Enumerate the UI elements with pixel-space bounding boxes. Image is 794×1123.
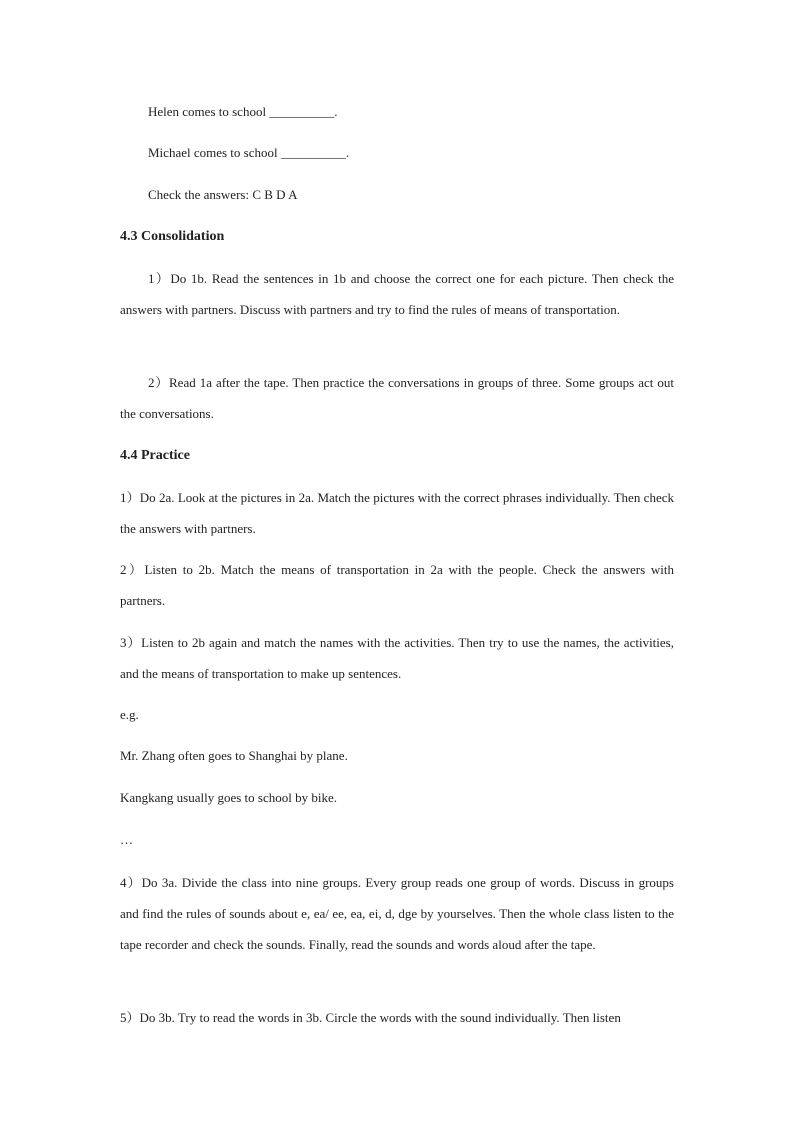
michael-line: Michael comes to school __________.	[148, 145, 350, 160]
practice-heading: 4.4 Practice	[120, 448, 190, 463]
check-answers-line: Check the answers: C B D A	[148, 187, 298, 202]
consolidation-paragraph-2: 2）Read 1a after the tape. Then practice the conversations in groups of three. Some groups act out the conversations.	[120, 375, 674, 421]
practice-paragraph-5: 5）Do 3b. Try to read the words in 3b. Circle the words with the sound individually. Then listen	[120, 1010, 621, 1025]
consolidation-heading: 4.3 Consolidation	[120, 229, 225, 244]
practice-paragraph-3: 3）Listen to 2b again and match the names with the activities. Then try to use the names, the activities, and the means of transportation to make up sentences.	[120, 635, 674, 681]
consolidation-paragraph-1: 1）Do 1b. Read the sentences in 1b and choose the correct one for each picture. Then check the answers with partners. Discuss with partners and try to find the rules of means of transportation.	[120, 271, 674, 317]
example-label: e.g.	[120, 707, 139, 722]
helen-line: Helen comes to school __________.	[148, 104, 338, 119]
ellipsis: …	[120, 832, 133, 847]
example-sentence-1: Mr. Zhang often goes to Shanghai by plane.	[120, 748, 348, 763]
example-sentence-2: Kangkang usually goes to school by bike.	[120, 790, 337, 805]
practice-paragraph-2: 2）Listen to 2b. Match the means of transportation in 2a with the people. Check the answers with partners.	[120, 562, 674, 608]
practice-paragraph-1: 1）Do 2a. Look at the pictures in 2a. Match the pictures with the correct phrases individually. Then check the answers with partners.	[120, 490, 674, 536]
practice-paragraph-4: 4）Do 3a. Divide the class into nine groups. Every group reads one group of words. Discuss in groups and find the rules of sounds about e, ea/ ee, ea, ei, d, dge by yourselves. Then the whole class listen to the tape recorder and check the sounds. Finally, read the sounds and words aloud after the tape.	[120, 875, 674, 952]
